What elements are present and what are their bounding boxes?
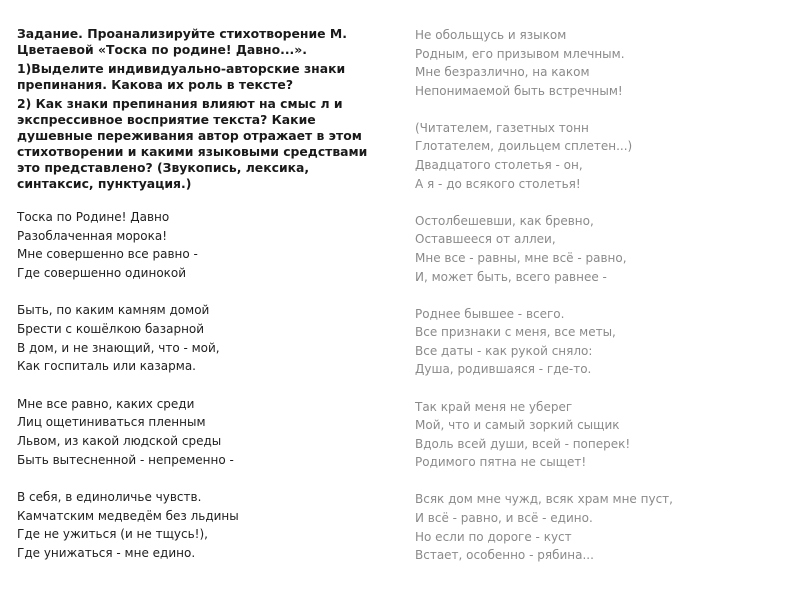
poem-line: И всё - равно, и всё - едино. xyxy=(415,510,593,525)
poem-stanza xyxy=(17,301,389,375)
poem-line: Оставшееся от аллеи, xyxy=(415,232,556,247)
poem-stanza xyxy=(415,398,785,472)
poem-line: А я - до всякого столетья! xyxy=(415,176,581,191)
poem-stanza xyxy=(415,305,785,379)
poem-line: Роднее бывшее - всего. xyxy=(415,306,565,321)
poem-line: Встает, особенно - рябина... xyxy=(415,548,594,563)
poem-line: Брести с кошёлкою базарной xyxy=(17,321,205,336)
poem-line: Глотателем, доильцем сплетен...) xyxy=(415,139,633,154)
assignment xyxy=(17,26,389,192)
poem-stanza xyxy=(17,395,389,469)
poem-line: (Читателем, газетных тонн xyxy=(415,120,589,135)
poem-line: Быть вытесненной - непременно - xyxy=(17,452,234,467)
poem-line: Разоблаченная морока! xyxy=(17,228,168,243)
poem-line: Мне все - равны, мне всё - равно, xyxy=(415,250,627,265)
assignment-question-2: 2) Как знаки препинания влияют на смыс л и экспрессивное восприятие текста? Какие душевные переживания автор отражает в этом стихотворении и какими языковыми средствами это представлено? (Звукопись, лексика, синтаксис, пунктуация.) xyxy=(17,96,368,191)
poem-line: Мне безразлично, на каком xyxy=(415,65,590,80)
poem-line: Остолбешевши, как бревно, xyxy=(415,213,594,228)
poem-line: И, может быть, всего равнее - xyxy=(415,269,607,284)
poem-line: Все признаки с меня, все меты, xyxy=(415,325,616,340)
poem-stanza xyxy=(415,26,785,100)
poem-line: Тоска по Родине! Давно xyxy=(17,210,170,224)
poem-line: Львом, из какой людской среды xyxy=(17,433,222,448)
poem-line: Быть, по каким камням домой xyxy=(17,303,210,318)
poem-line: Не обольщусь и языком xyxy=(415,28,567,42)
poem-line: Камчатским медведём без льдины xyxy=(17,508,239,523)
poem-line: Так край меня не уберег xyxy=(415,399,573,414)
poem-line: Но если по дороге - куст xyxy=(415,529,572,544)
poem-stanza xyxy=(17,208,389,282)
poem-line: Вдоль всей души, всей - поперек! xyxy=(415,436,631,451)
left-column xyxy=(17,26,389,563)
assignment-title: Задание. Проанализируйте стихотворение М. Цветаевой «Тоска по родине! Давно...». xyxy=(17,26,347,57)
poem-line: В дом, и не знающий, что - мой, xyxy=(17,340,220,355)
poem-stanza xyxy=(415,490,785,564)
poem-line: Мне совершенно все равно - xyxy=(17,247,198,262)
poem-line: Двадцатого столетья - он, xyxy=(415,158,583,173)
poem-line: Как госпиталь или казарма. xyxy=(17,359,196,374)
poem-line: В себя, в единоличье чувств. xyxy=(17,490,202,505)
poem-line: Родным, его призывом млечным. xyxy=(415,46,625,61)
poem-stanza xyxy=(415,119,785,193)
poem-line: Мой, что и самый зоркий сыщик xyxy=(415,418,620,433)
poem-line: Мне все равно, каких среди xyxy=(17,396,195,411)
poem-line: Душа, родившаяся - где-то. xyxy=(415,362,592,377)
assignment-question-1: 1)Выделите индивидуально-авторские знаки препинания. Какова их роль в тексте? xyxy=(17,61,346,92)
right-column xyxy=(415,26,785,565)
poem-line: Где совершенно одинокой xyxy=(17,265,187,280)
poem-line: Все даты - как рукой сняло: xyxy=(415,343,593,358)
poem-line: Родимого пятна не сыщет! xyxy=(415,455,587,470)
poem-line: Непонимаемой быть встречным! xyxy=(415,83,623,98)
poem-stanza xyxy=(415,212,785,286)
poem-stanza xyxy=(17,488,389,562)
poem-line: Всяк дом мне чужд, всяк храм мне пуст, xyxy=(415,492,673,507)
poem-line: Лиц ощетиниваться пленным xyxy=(17,415,206,430)
poem-line: Где унижаться - мне едино. xyxy=(17,545,196,560)
poem-line: Где не ужиться (и не тщусь!), xyxy=(17,527,208,542)
